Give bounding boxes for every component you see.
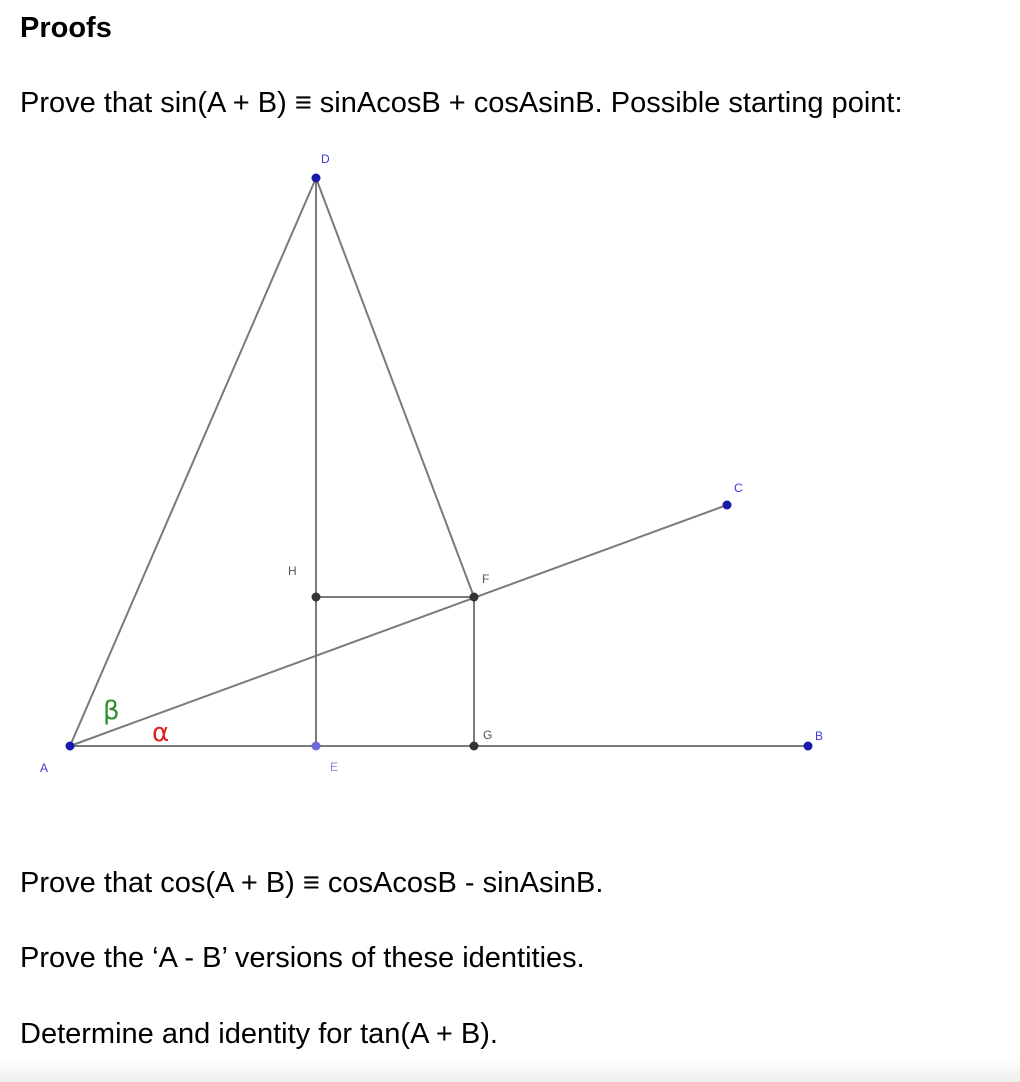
label-B: B xyxy=(815,729,824,743)
point-E xyxy=(312,742,321,751)
geometry-figure xyxy=(0,140,1020,790)
point-H xyxy=(312,593,321,602)
prompt-difference-versions: Prove the ‘A - B’ versions of these identities. xyxy=(20,942,585,974)
label-E: E xyxy=(330,760,339,774)
segment-AC xyxy=(70,505,727,746)
point-G xyxy=(470,742,479,751)
prompt-cos-sum: Prove that cos(A + B) ≡ cosAcosB - sinAsinB. xyxy=(20,867,604,899)
label-G: G xyxy=(483,728,493,742)
label-A: A xyxy=(40,761,49,775)
point-A xyxy=(66,742,75,751)
bottom-edge-shading xyxy=(0,1060,1020,1082)
point-B xyxy=(804,742,813,751)
point-C xyxy=(723,501,732,510)
label-F: F xyxy=(482,572,490,586)
label-C: C xyxy=(734,481,743,495)
point-F xyxy=(470,593,479,602)
segment-DF xyxy=(316,178,474,597)
point-D xyxy=(312,174,321,183)
page-heading: Proofs xyxy=(20,12,112,44)
segment-AD xyxy=(70,178,316,746)
angle-beta-label: β xyxy=(103,696,120,726)
figure-lines xyxy=(70,178,808,746)
label-D: D xyxy=(321,152,330,166)
angle-alpha-label: α xyxy=(152,718,170,748)
prompt-tan-sum: Determine and identity for tan(A + B). xyxy=(20,1018,498,1050)
prompt-sin-sum: Prove that sin(A + B) ≡ sinAcosB + cosAsinB. Possible starting point: xyxy=(20,87,903,119)
label-H: H xyxy=(288,564,297,578)
